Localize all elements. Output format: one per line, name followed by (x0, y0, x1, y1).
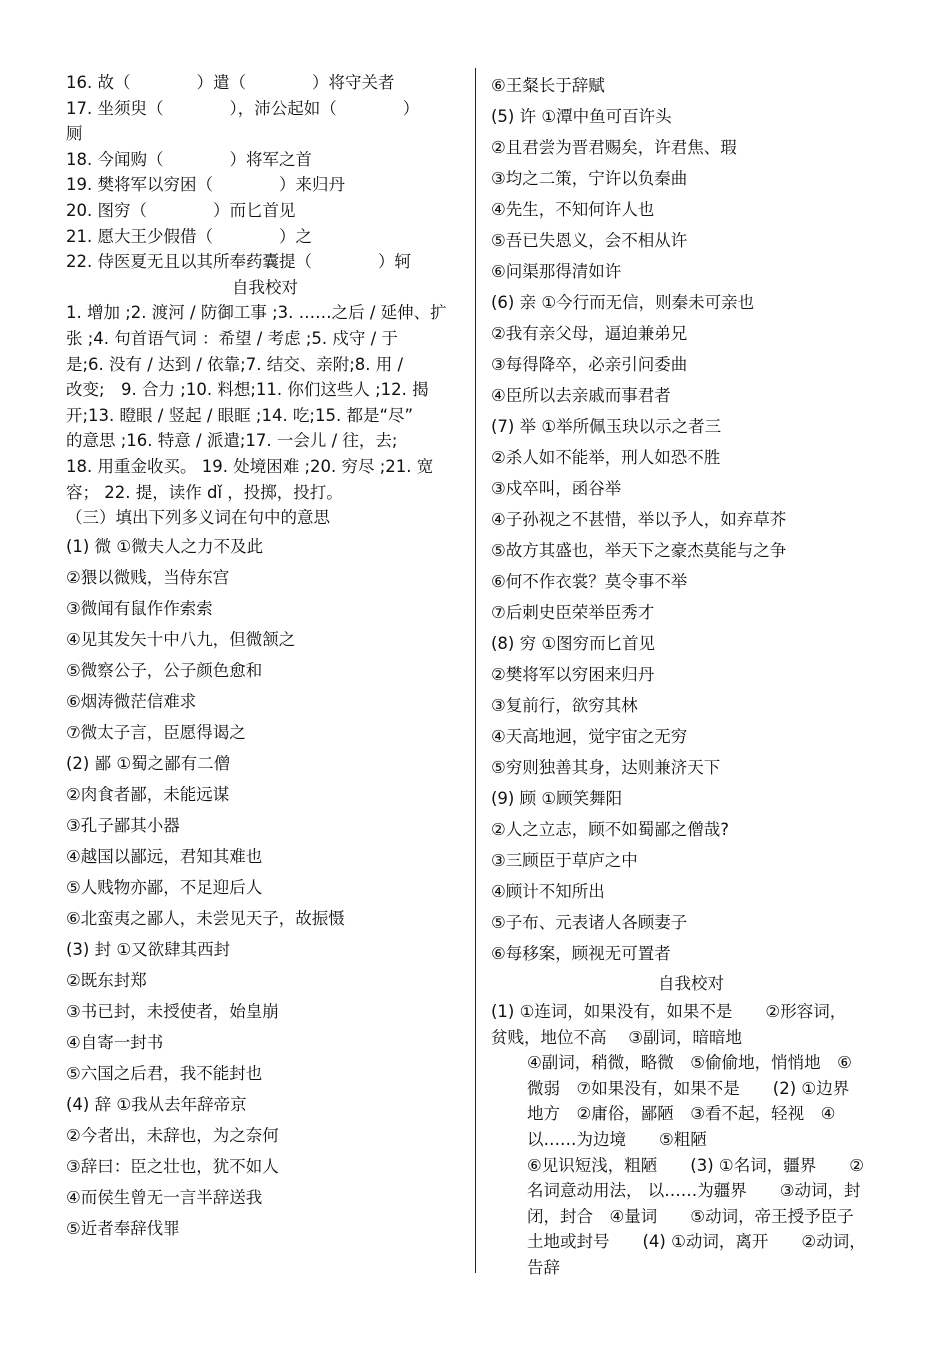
list-item: ②人之立志，顾不如蜀鄙之僧哉? (491, 820, 730, 839)
list-item: ⑥北蛮夷之鄙人，未尝见天子，故振慑 (66, 908, 345, 928)
answer-line: 微弱 ⑦如果没有，如果不是 (2) ①边界 (527, 1078, 850, 1098)
list-item: ②樊将军以穷困来归丹 (491, 665, 655, 684)
answer-line: 18. 用重金收买。 19. 处境困难 ;20. 穷尽 ;21. 宽 (66, 456, 434, 476)
list-item: ⑤故方其盛也，举天下之豪杰莫能与之争 (491, 541, 787, 560)
answer-line: 土地或封号 (4) ①动词，离开 ②动词， (527, 1232, 866, 1252)
text-line: 17. 坐须臾（ ），沛公起如（ ） (66, 98, 420, 118)
list-item: ⑤微察公子，公子颜色愈和 (66, 660, 263, 680)
answer-line: 改变; 9. 合力 ;10. 料想;11. 你们这些人 ;12. 揭 (66, 380, 429, 400)
section-heading: （三）填出下列多义词在句中的意思 (66, 508, 330, 528)
list-item: (9) 顾 ①顾笑舞阳 (491, 789, 623, 808)
answer-line: 地方 ②庸俗，鄙陋 ③看不起，轻视 ④ (527, 1104, 836, 1124)
answer-line: 贫贱，地位不高 ③副词，暗暗地 (491, 1027, 743, 1047)
list-item: ⑤六国之后君，我不能封也 (66, 1063, 263, 1083)
list-item: ⑤近者奉辞伐罪 (66, 1218, 180, 1238)
list-item: (8) 穷 ①图穷而匕首见 (491, 634, 656, 653)
list-item: ④而侯生曾无一言半辞送我 (66, 1187, 263, 1207)
answer-line: 以……为边境 ⑤粗陋 (527, 1129, 707, 1149)
list-item: ④见其发矢十中八九，但微颔之 (66, 629, 296, 649)
list-item: ④臣所以去亲戚而事君者 (491, 386, 671, 405)
answer-line: 容； 22. 提，读作 dǐ ，投掷，投打。 (66, 482, 343, 502)
list-item: ②今者出，未辞也，为之奈何 (66, 1125, 279, 1145)
answer-line: ⑥见识短浅，粗陋 (3) ①名词，疆界 ② (527, 1155, 864, 1175)
text-line: 19. 樊将军以穷困（ ）来归丹 (66, 175, 345, 195)
list-item: ⑥何不作衣裳？莫令事不举 (491, 572, 688, 591)
answer-heading: 自我校对 (232, 277, 298, 297)
answer-line: 闭，封合 ④量词 ⑤动词，帝王授予臣子 (527, 1206, 854, 1226)
list-item: (1) 微 ①微夫人之力不及此 (66, 536, 264, 556)
list-item: ②杀人如不能举，刑人如恐不胜 (491, 448, 721, 467)
list-item: ③书已封，未授使者，始皇崩 (66, 1001, 279, 1021)
answer-line: 张 ;4. 句首语气词 ：希望 / 考虑 ;5. 戍守 / 于 (66, 328, 398, 348)
list-item: ③辞曰：臣之壮也，犹不如人 (66, 1156, 279, 1176)
text-line: 16. 故（ ）遣（ ）将守关者 (66, 73, 395, 92)
list-item: (5) 许 ①潭中鱼可百许头 (491, 107, 672, 126)
list-item: ③孔子鄙其小器 (66, 815, 180, 835)
list-item: ③每得降卒，必亲引问委曲 (491, 355, 688, 374)
list-item: ⑤吾已失恩义，会不相从许 (491, 231, 688, 250)
column-divider (475, 68, 476, 1273)
list-item: ④自寄一封书 (66, 1032, 164, 1052)
right-column (491, 70, 891, 1281)
answer-line: 的意思 ;16. 特意 / 派遣;17. 一会儿 / 往，去; (66, 431, 398, 451)
list-item: ⑦后刺史臣荣举臣秀才 (491, 603, 655, 622)
text-line: 18. 今闻购（ ）将军之首 (66, 149, 312, 169)
list-item: ⑥王粲长于辞赋 (491, 76, 605, 95)
answer-line: 告辞 (527, 1257, 560, 1277)
list-item: ③戍卒叫，函谷举 (491, 479, 622, 498)
left-column (66, 70, 464, 1244)
answer-line: (1) ①连词，如果没有，如果不是 ②形容词， (491, 1002, 847, 1021)
list-item: (2) 鄙 ①蜀之鄙有二僧 (66, 753, 231, 773)
answer-line: 1. 增加 ;2. 渡河 / 防御工事 ;3. ……之后 / 延伸、扩 (66, 303, 447, 323)
list-item: ③复前行，欲穷其林 (491, 696, 638, 715)
list-item: (4) 辞 ①我从去年辞帝京 (66, 1094, 247, 1114)
list-item: ②既东封郑 (66, 970, 147, 990)
list-item: ⑤人贱物亦鄙，不足迎后人 (66, 877, 263, 897)
list-item: ②我有亲父母，逼迫兼弟兄 (491, 324, 688, 343)
list-item: ⑤穷则独善其身，达则兼济天下 (491, 758, 721, 777)
list-item: ⑦微太子言，臣愿得谒之 (66, 722, 246, 742)
list-item: (7) 举 ①举所佩玉玦以示之者三 (491, 417, 722, 436)
list-item: ③微闻有鼠作作索索 (66, 598, 213, 618)
list-item: ⑤子布、元表诸人各顾妻子 (491, 913, 688, 932)
list-item: ④越国以鄙远，君知其难也 (66, 846, 263, 866)
text-line: 21. 愿大王少假借（ ）之 (66, 226, 312, 246)
answer-line: 名词意动用法， 以……为疆界 ③动词，封 (527, 1181, 861, 1201)
list-item: ④先生，不知何许人也 (491, 200, 655, 219)
list-item: ⑥每移案，顾视无可置者 (491, 944, 671, 963)
list-item: ②猥以微贱，当侍东宫 (66, 567, 230, 587)
answer-line: 开;13. 瞪眼 / 竖起 / 眼眶 ;14. 吃;15. 都是“尽” (66, 405, 414, 425)
list-item: ②肉食者鄙，未能远谋 (66, 784, 230, 804)
list-item: ⑥问渠那得清如许 (491, 262, 622, 281)
list-item: (3) 封 ①又欲肆其西封 (66, 939, 231, 959)
text-line: 22. 侍医夏无且以其所奉药囊提（ ）轲 (66, 252, 411, 272)
answer-heading: 自我校对 (658, 974, 724, 993)
list-item: ④顾计不知所出 (491, 882, 605, 901)
text-line: 20. 图穷（ ）而匕首见 (66, 200, 296, 220)
list-item: ④子孙视之不甚惜，举以予人，如弃草芥 (491, 510, 787, 529)
answer-line: ④副词，稍微，略微 ⑤偷偷地，悄悄地 ⑥ (527, 1053, 852, 1073)
list-item: ④天高地迥，觉宇宙之无穷 (491, 727, 688, 746)
list-item: ②且君尝为晋君赐矣，许君焦、瑕 (491, 138, 737, 157)
list-item: ③三顾臣于草庐之中 (491, 851, 638, 870)
list-item: (6) 亲 ①今行而无信，则秦未可亲也 (491, 293, 755, 312)
text-line: 厕 (66, 124, 83, 144)
list-item: ⑥烟涛微茫信难求 (66, 691, 197, 711)
list-item: ③均之二策，宁许以负秦曲 (491, 169, 688, 188)
answer-line: 是;6. 没有 / 达到 / 依靠;7. 结交、亲附;8. 用 / (66, 354, 404, 374)
